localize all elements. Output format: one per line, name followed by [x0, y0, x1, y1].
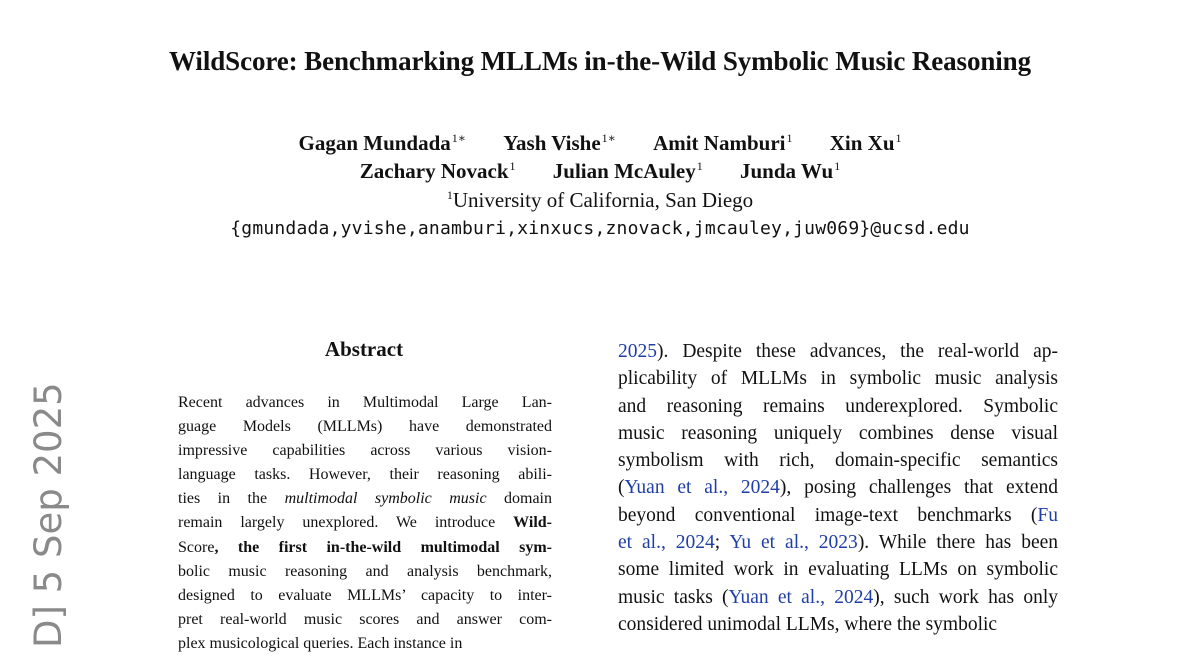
abstract-line: Recent advances in Multimodal Large Lan- [178, 394, 552, 411]
author-name: Zachary Novack [359, 159, 509, 183]
author-name: Junda Wu [739, 159, 834, 183]
citation-link[interactable]: Yuan et al., 2024 [728, 586, 874, 608]
author-name: Amit Namburi [653, 131, 786, 155]
abstract-line: plex musicological queries. Each instance in [178, 634, 463, 652]
abstract-line: bolic music reasoning and analysis benchmark, [178, 562, 552, 580]
body-line: plicability of MLLMs in symbolic music analysis [618, 368, 1058, 390]
bold-text: Wild- [513, 514, 552, 532]
author-emails: {gmundada,yvishe,anamburi,xinxucs,znovack,jmcauley,juw069}@ucsd.edu [230, 218, 970, 239]
author-name: Yash Vishe [503, 131, 601, 155]
author-name: Julian McAuley [552, 159, 696, 183]
body-line: music reasoning uniquely combines dense visual [618, 422, 1058, 444]
author-affil-mark: 1 [786, 131, 793, 145]
emphasis-text: multimodal symbolic music [284, 490, 487, 508]
author [830, 131, 902, 155]
body-line: music tasks (Yuan et al., 2024), such work has only [618, 586, 1058, 608]
citation-link[interactable]: Yuan et al., 2024 [624, 477, 780, 499]
abstract-heading: Abstract [324, 337, 404, 361]
author-name: Xin Xu [829, 131, 895, 155]
author [740, 159, 840, 183]
author [553, 159, 703, 183]
abstract-line: language tasks. However, their reasoning abili- [178, 466, 552, 484]
affiliation-name: University of California, San Diego [452, 188, 754, 212]
body-line: (Yuan et al., 2024), posing challenges that extend [618, 477, 1058, 499]
author-affil-mark: 1∗ [601, 131, 616, 145]
abstract-line: guage Models (MLLMs) have demonstrated [178, 418, 552, 436]
body-line: 2025). Despite these advances, the real-world ap- [618, 341, 1058, 362]
body-line: some limited work in evaluating LLMs on symbolic [618, 559, 1058, 581]
body-line: beyond conventional image-text benchmarks (Fu [618, 504, 1058, 526]
author-affil-mark: 1 [895, 131, 902, 145]
abstract-line: impressive capabilities across various vision- [178, 442, 552, 460]
arxiv-stamp: D] 5 Sep 2025 [27, 382, 70, 648]
author-row-1 [0, 131, 1200, 156]
abstract-body [178, 391, 552, 656]
paper-title: WildScore: Benchmarking MLLMs in-the-Wild Symbolic Music Reasoning [169, 46, 1031, 76]
author [360, 159, 516, 183]
citation-link[interactable]: Yu et al., 2023 [729, 532, 858, 554]
author-affil-mark: 1∗ [451, 131, 466, 145]
affiliation-mark: 1 [446, 188, 453, 202]
body-line: and reasoning remains underexplored. Symbolic [618, 395, 1058, 417]
citation-link[interactable]: Fu [1037, 504, 1058, 526]
author [503, 131, 616, 155]
author-affil-mark: 1 [834, 159, 841, 173]
abstract-line: ties in the multimodal symbolic music domain [178, 490, 553, 508]
body-column-right [618, 338, 1058, 638]
bold-text: , the first in-the-wild multimodal sym- [214, 538, 552, 556]
abstract-line: Score, the first in-the-wild multimodal sym- [178, 538, 552, 556]
body-line: considered unimodal LLMs, where the symbolic [618, 613, 998, 635]
author-name: Gagan Mundada [298, 131, 451, 155]
author-affil-mark: 1 [509, 159, 516, 173]
abstract-line: designed to evaluate MLLMs’ capacity to inter- [178, 586, 552, 604]
author-row-2 [0, 159, 1200, 184]
author [298, 131, 465, 155]
author-affil-mark: 1 [696, 159, 703, 173]
body-line: et al., 2024; Yu et al., 2023). While there has been [618, 532, 1058, 554]
abstract-line: remain largely unexplored. We introduce Wild- [178, 514, 552, 532]
affiliation [0, 188, 1200, 213]
abstract-line: pret real-world music scores and answer com- [178, 610, 552, 628]
author [653, 131, 792, 155]
citation-link[interactable]: 2025 [618, 341, 657, 362]
body-line: symbolism with rich, domain-specific semantics [618, 450, 1058, 472]
citation-link[interactable]: et al., 2024 [618, 532, 715, 554]
